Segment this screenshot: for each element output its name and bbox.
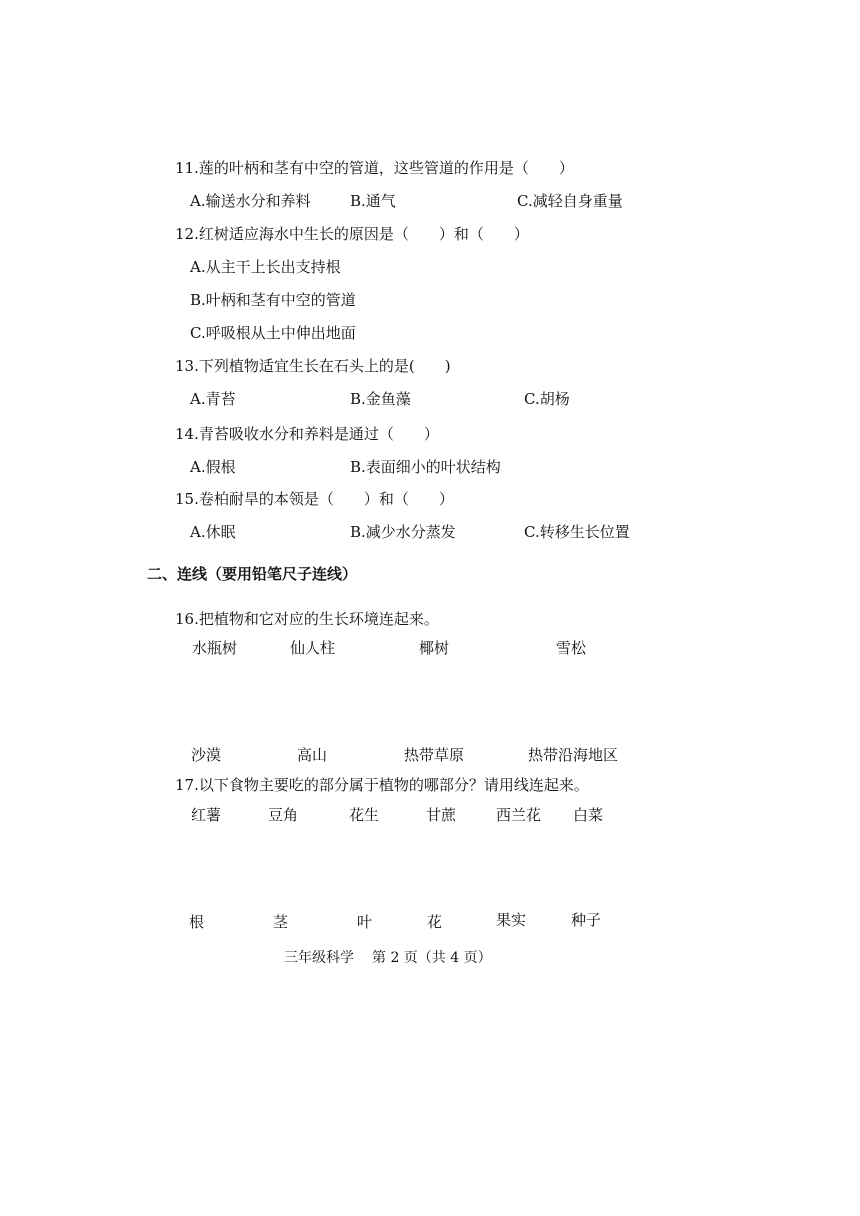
q16-plant-1: 水瓶树: [192, 639, 238, 657]
question-12-option-b: B.叶柄和茎有中空的管道: [190, 291, 356, 309]
q16-environment-4: 热带沿海地区: [528, 746, 619, 764]
question-11-option-a: A.输送水分和养料: [190, 192, 311, 210]
question-16-stem: 16.把植物和它对应的生长环境连起来。: [175, 610, 439, 628]
q17-part-3: 叶: [357, 913, 373, 931]
question-14-option-a: A.假根: [190, 458, 236, 476]
question-14-stem: 14.青苔吸收水分和养料是通过（ ）: [175, 425, 439, 443]
question-13-option-a: A.青苔: [190, 390, 236, 408]
question-13-stem: 13.下列植物适宜生长在石头上的是( ): [175, 357, 451, 375]
question-12-option-c: C.呼吸根从土中伸出地面: [190, 324, 356, 342]
question-15-option-b: B.减少水分蒸发: [350, 523, 456, 541]
q17-food-4: 甘蔗: [426, 806, 457, 824]
q17-part-4: 花: [427, 913, 443, 931]
q17-part-6: 种子: [571, 911, 602, 929]
footer-subject: 三年级科学: [284, 950, 354, 966]
question-15-stem: 15.卷柏耐旱的本领是（ ）和（ ）: [175, 490, 454, 508]
q17-food-3: 花生: [349, 806, 380, 824]
q17-part-1: 根: [189, 913, 205, 931]
question-15-option-c: C.转移生长位置: [524, 523, 630, 541]
q17-food-2: 豆角: [268, 806, 299, 824]
q16-environment-3: 热带草原: [404, 746, 465, 764]
section-2-title: 二、连线（要用铅笔尺子连线）: [147, 565, 358, 583]
q16-plant-3: 椰树: [419, 639, 450, 657]
question-11-option-b: B.通气: [350, 192, 396, 210]
question-12-stem: 12.红树适应海水中生长的原因是（ ）和（ ）: [175, 225, 529, 243]
footer-page-number: 第 2 页（共 4 页）: [372, 950, 492, 966]
question-13-option-c: C.胡杨: [524, 390, 570, 408]
question-12-option-a: A.从主干上长出支持根: [190, 258, 341, 276]
question-13-option-b: B.金鱼藻: [350, 390, 411, 408]
q16-environment-2: 高山: [297, 746, 328, 764]
question-14-option-b: B.表面细小的叶状结构: [350, 458, 501, 476]
question-11-option-c: C.减轻自身重量: [517, 192, 623, 210]
q17-food-5: 西兰花: [496, 806, 542, 824]
question-11-stem: 11.莲的叶柄和茎有中空的管道，这些管道的作用是（ ）: [175, 159, 574, 177]
q17-food-1: 红薯: [191, 806, 222, 824]
q17-part-5: 果实: [496, 911, 527, 929]
question-17-stem: 17.以下食物主要吃的部分属于植物的哪部分？请用线连起来。: [175, 776, 589, 794]
q16-plant-2: 仙人柱: [290, 639, 336, 657]
q17-part-2: 茎: [273, 913, 289, 931]
question-15-option-a: A.休眠: [190, 523, 236, 541]
q16-plant-4: 雪松: [556, 639, 587, 657]
q16-environment-1: 沙漠: [191, 746, 222, 764]
q17-food-6: 白菜: [573, 806, 604, 824]
